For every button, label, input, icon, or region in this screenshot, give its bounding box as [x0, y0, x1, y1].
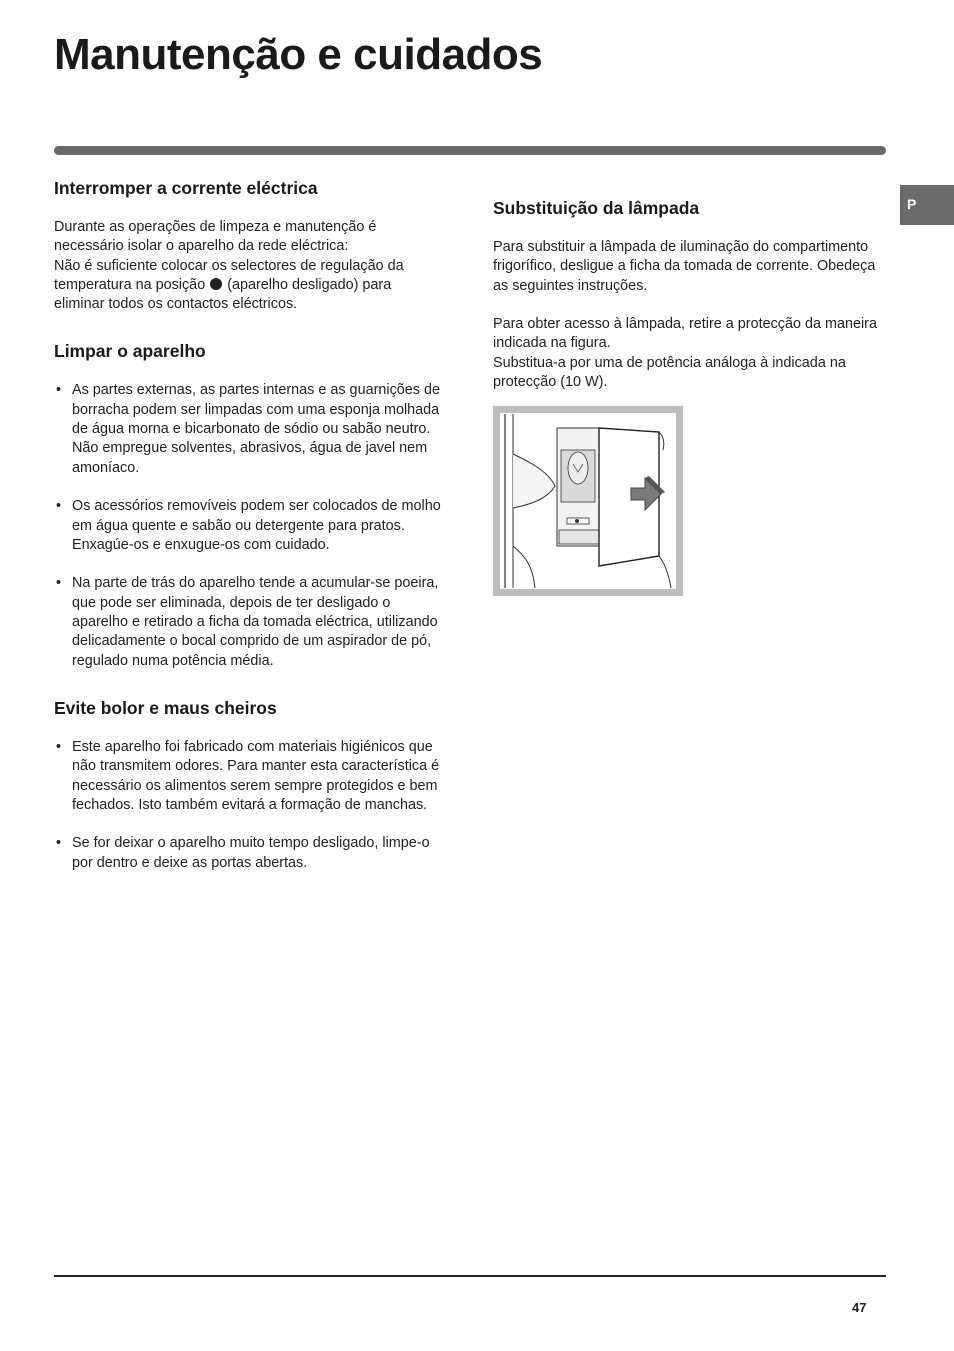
- section-heading: Interromper a corrente eléctrica: [54, 178, 318, 198]
- paragraph: [54, 257, 444, 315]
- footer-rule: [54, 1275, 886, 1277]
- off-position-icon: [210, 278, 222, 290]
- section-heading: Evite bolor e maus cheiros: [54, 697, 277, 718]
- lamp-cover-illustration: [493, 406, 683, 596]
- list-item: • Se for deixar o aparelho muito tempo desligado, limpe-o por dentro e deixe as portas abertas.: [54, 834, 444, 873]
- section-mould: [54, 696, 444, 873]
- paragraph: Substitua-a por uma de potência análoga à indicada na protecção (10 W).: [493, 354, 846, 391]
- bullet-list: [54, 381, 444, 670]
- text-run: (aparelho desligado) para eliminar todos os contactos eléctricos.: [54, 276, 392, 313]
- language-tab: P: [900, 185, 954, 225]
- page-title: Manutenção e cuidados: [54, 30, 543, 79]
- paragraph: Para substituir a lâmpada de iluminação do compartimento frigorífico, desligue a ficha da tomada de corrente. Obedeça as seguintes instruções.: [493, 239, 876, 294]
- bullet-list: [54, 738, 444, 873]
- paragraph: Durante as operações de limpeza e manutenção é necessário isolar o aparelho da rede eléctrica:: [54, 219, 377, 255]
- left-column: [54, 176, 444, 898]
- page-number: 47: [852, 1300, 867, 1315]
- list-item: • As partes externas, as partes internas e as guarnições de borracha podem ser limpadas com uma esponja molhada de água morna e bicarbonato de sódio ou sabão neutro. Não empregue solventes, abrasivos, água de javel nem amoníaco.: [54, 381, 444, 477]
- section-heading: Limpar o aparelho: [54, 341, 206, 362]
- right-column: [493, 196, 883, 596]
- lamp-figure: [493, 406, 683, 596]
- section-cleaning: [54, 339, 444, 670]
- section-power: [54, 176, 444, 314]
- list-item: • Os acessórios removíveis podem ser colocados de molho em água quente e sabão ou detergente para pratos. Enxagúe-os e enxugue-os com cuidado.: [54, 497, 444, 555]
- section-heading: Substituição da lâmpada: [493, 198, 700, 218]
- list-item: • Na parte de trás do aparelho tende a acumular-se poeira, que pode ser eliminada, depois de ter desligado o aparelho e retirado a ficha da tomada eléctrica, utilizando delicadamente o bocal comprido de um aspirador de pó, regulado numa potência média.: [54, 574, 444, 670]
- list-item: • Este aparelho foi fabricado com materiais higiénicos que não transmitem odores. Para manter esta característica é necessário os alimentos serem sempre protegidos e bem fechados. Isto também evitará a formação de manchas.: [54, 738, 444, 815]
- paragraph: Para obter acesso à lâmpada, retire a protecção da maneira indicada na figura.: [493, 316, 877, 352]
- text-run: Não é suficiente colocar os selectores de regulação da temperatura na posição: [54, 257, 404, 293]
- header-rule: [54, 146, 886, 155]
